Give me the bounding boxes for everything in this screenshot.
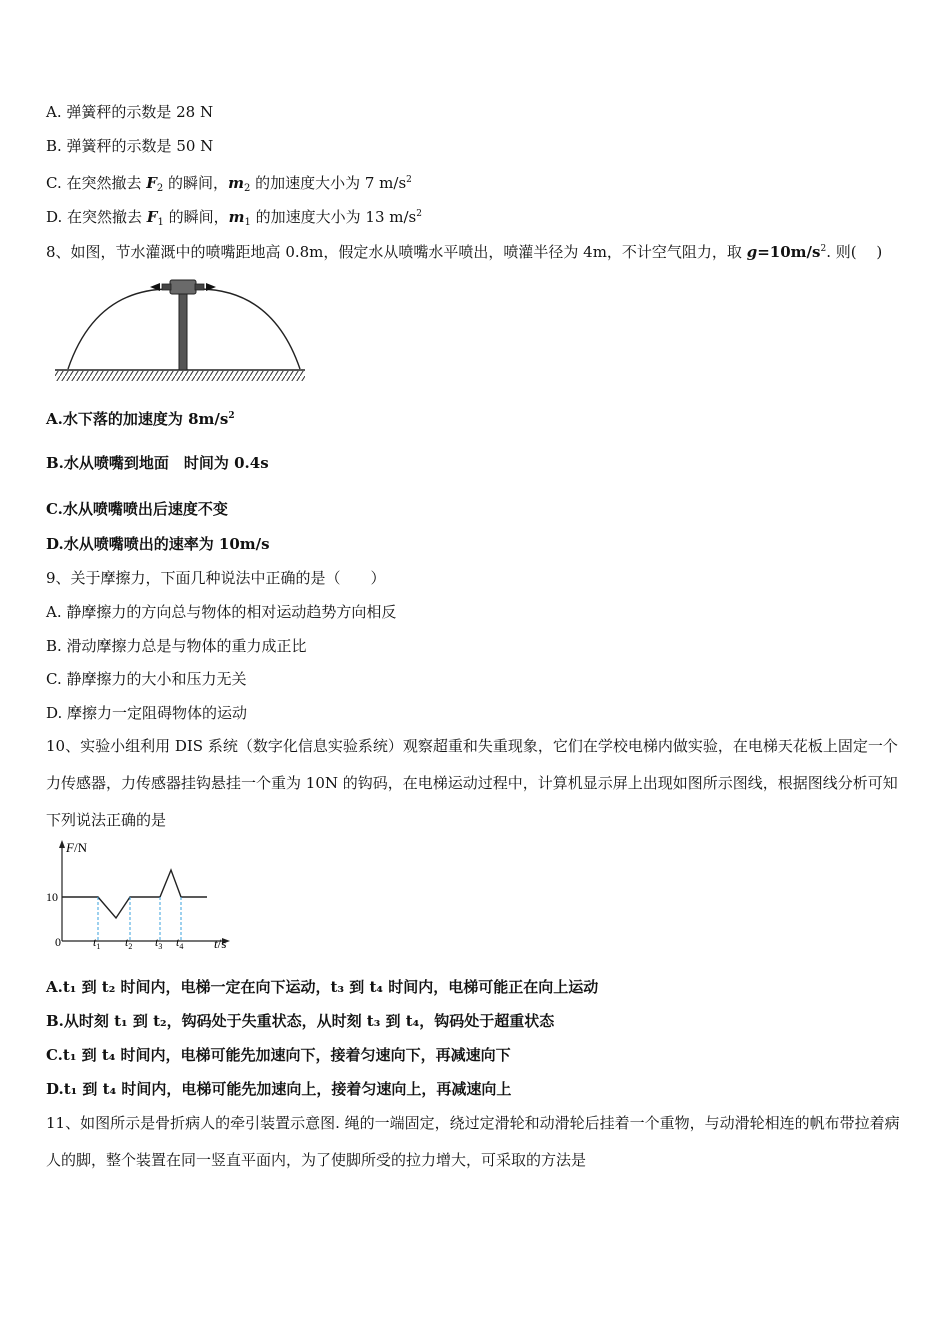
q7-option-a (46, 102, 213, 122)
q8-option-d (46, 534, 270, 554)
q7-option-d (46, 204, 422, 233)
q10-d-text: D.t₁ 到 t₄ 时间内，电梯可能先加速向上，接着匀速向上，再减速向上 (46, 1080, 512, 1098)
q10-a-text: A.t₁ 到 t₂ 时间内，电梯一定在向下运动，t₃ 到 t₄ 时间内，电梯可能正在向上运动 (46, 978, 599, 996)
sprinkler-diagram (50, 272, 310, 387)
q9-stem (46, 568, 386, 588)
q8-stem-a: 8、如图，节水灌溉中的喷嘴距地高 0.8m，假定水从喷嘴水平喷出，喷灌半径为 4m，不计空气阻力，取 (46, 243, 747, 261)
q9-c-text: C. 静摩擦力的大小和压力无关 (46, 670, 247, 688)
t4-label: $t_4$ (176, 935, 184, 951)
sprinkler-pole (179, 294, 187, 370)
q8-a-text: A.水下落的加速度为 8m/s (46, 410, 229, 428)
origin-label: 0 (55, 935, 61, 949)
q9-d-text: D. 摩擦力一定阻碍物体的运动 (46, 704, 248, 722)
q9-b-text: B. 滑动摩擦力总是与物体的重力成正比 (46, 637, 307, 655)
q10-option-a (46, 977, 598, 997)
sprinkler-head (170, 280, 196, 294)
q7-option-b (46, 136, 213, 156)
water-trajectory-left (68, 289, 168, 369)
q8-option-c (46, 499, 228, 519)
q8-stem (46, 239, 882, 262)
q8-b-text: B.水从喷嘴到地面 时间为 0.4s (46, 454, 269, 472)
q7-option-a-text: A. 弹簧秤的示数是 28 N (46, 103, 214, 121)
q10-option-d (46, 1079, 511, 1099)
q7-d-mass-sub: 1 (244, 217, 251, 228)
q8-option-a (46, 406, 235, 429)
t3-label: $t_3$ (155, 935, 163, 951)
q7-c-force: F (146, 174, 157, 192)
q7-c-post: 的加速度大小为 7 m/s (250, 174, 407, 192)
nozzle-left (162, 284, 171, 290)
y-axis-label: F/N (66, 840, 87, 855)
q7-option-b-text: B. 弹簧秤的示数是 50 N (46, 137, 214, 155)
q7-c-mass-sub: 2 (243, 183, 251, 194)
q9-stem-text: 9、关于摩擦力，下面几种说法中正确的是（ ） (46, 569, 386, 587)
q10-c-text: C.t₁ 到 t₄ 时间内，电梯可能先加速向下，接着匀速向下，再减速向下 (46, 1046, 511, 1064)
q8-g: g (746, 243, 758, 261)
q8-stem-sup: 2 (820, 244, 827, 254)
nozzle-right (195, 284, 204, 290)
q7-d-mid: 的瞬间， (163, 208, 229, 226)
q9-option-c (46, 669, 246, 689)
y-axis-arrow-icon (59, 840, 65, 848)
q10-option-c (46, 1045, 511, 1065)
q10-b-text: B.从时刻 t₁ 到 t₂，钩码处于失重状态，从时刻 t₃ 到 t₄，钩码处于超重状态 (46, 1012, 555, 1030)
q7-c-pre: C. 在突然撤去 (46, 174, 147, 192)
t1-label: $t_1$ (93, 935, 101, 951)
q8-c-text: C.水从喷嘴喷出后速度不变 (46, 500, 228, 518)
ground-hatching (55, 371, 305, 381)
q7-d-force: F (146, 208, 158, 226)
q8-stem-b: =10m/s (757, 243, 821, 261)
q8-stem-c: . 则( ) (826, 243, 883, 261)
q9-a-text: A. 静摩擦力的方向总与物体的相对运动趋势方向相反 (46, 603, 397, 621)
q7-c-mid: 的瞬间， (163, 174, 229, 192)
q7-d-pre: D. 在突然撤去 (46, 208, 147, 226)
q7-d-force-sub: 1 (157, 217, 164, 228)
q11-stem (46, 1105, 906, 1179)
q7-c-force-sub: 2 (156, 183, 164, 194)
q11-stem-text: 11、如图所示是骨折病人的牵引装置示意图. 绳的一端固定，绕过定滑轮和动滑轮后挂着一个重物，与动滑轮相连的帆布带拉着病人的脚，整个装置在同一竖直平面内，为了使脚所受的拉力增大，可采取的方法是 (46, 1114, 900, 1169)
q8-a-sup: 2 (228, 411, 235, 421)
q10-stem-text: 10、实验小组利用 DIS 系统（数字化信息实验系统）观察超重和失重现象，它们在学校电梯内做实验，在电梯天花板上固定一个力传感器，力传感器挂钩悬挂一个重为 10N 的钩码，在电梯运动过程中，计算机显示屏上出现如图所示图线，根据图线分析可知下列说法正确的是 (46, 737, 898, 829)
q10-stem (46, 728, 906, 839)
q7-d-post: 的加速度大小为 13 m/s (250, 208, 417, 226)
q7-option-c (46, 170, 412, 199)
x-axis-label: t/s (214, 936, 227, 951)
q9-option-d (46, 703, 247, 723)
q9-option-b (46, 636, 307, 656)
force-curve (62, 870, 207, 918)
water-trajectory-right (200, 289, 300, 369)
y-tick-10: 10 (46, 890, 58, 904)
q7-c-sup: 2 (406, 175, 412, 185)
q8-d-text: D.水从喷嘴喷出的速率为 10m/s (46, 535, 270, 553)
q8-option-b (46, 453, 269, 473)
q7-c-mass: m (228, 174, 244, 192)
force-time-graph (40, 838, 240, 953)
q7-d-mass: m (228, 208, 245, 226)
q9-option-a (46, 602, 396, 622)
q10-option-b (46, 1011, 554, 1031)
q7-d-sup: 2 (416, 209, 422, 219)
t2-label: $t_2$ (125, 935, 133, 951)
